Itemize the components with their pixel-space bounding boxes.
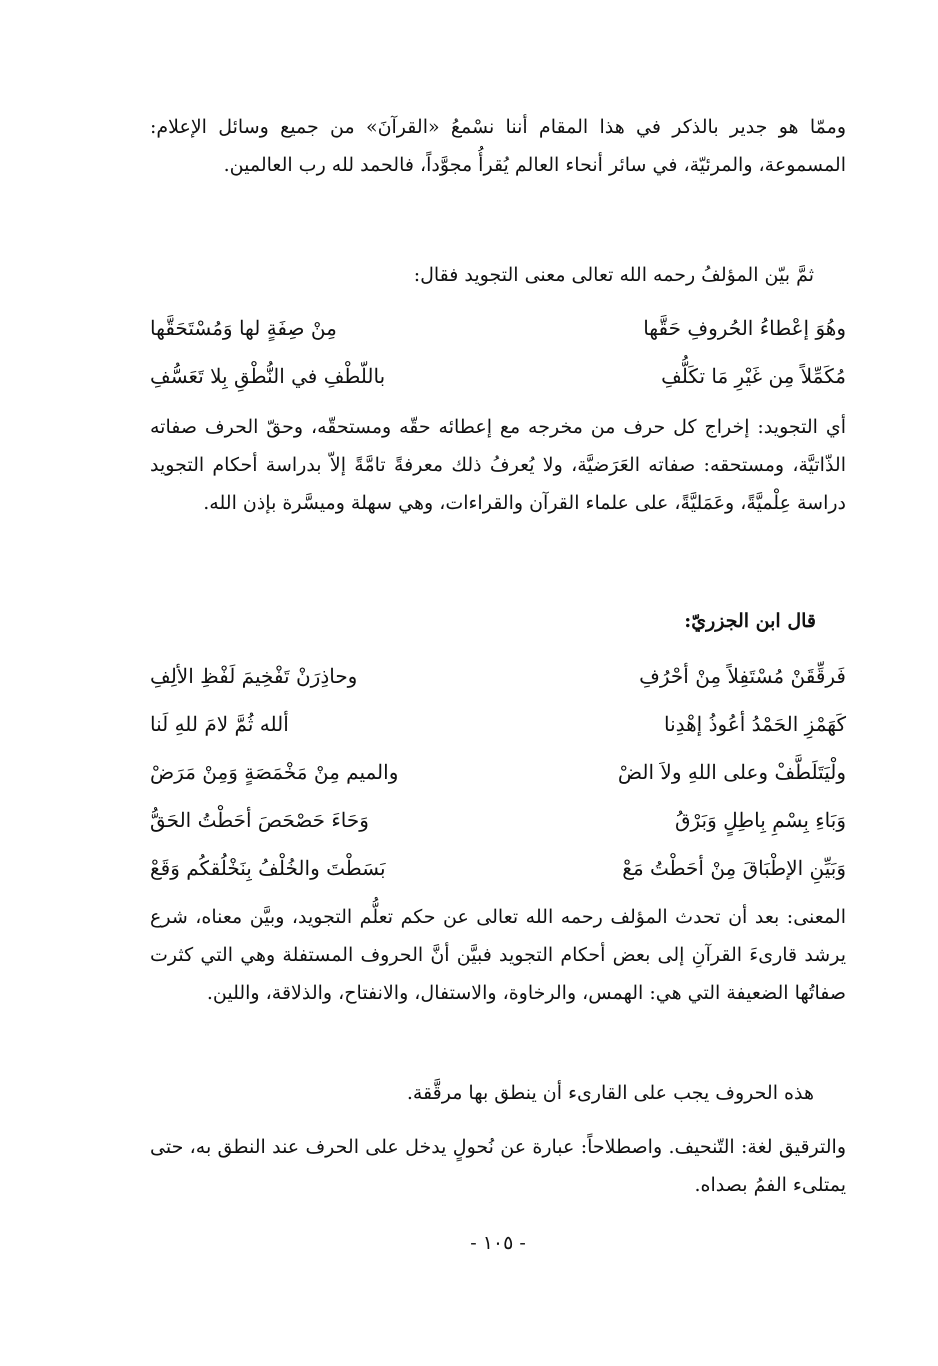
verse-line [150,700,846,748]
verse-line [150,844,846,892]
first-hemistich: وهُوَ إعْطاءُ الحُروفِ حَقَّها [643,316,846,340]
first-hemistich: وَبَيِّنِ الإطْبَاقَ مِنْ أحَطْتُ مَعْ [622,856,846,880]
verse-line [150,748,846,796]
verse-line [150,652,846,700]
second-hemistich: وَحَاءَ حَصْحَصَ أحَطْتُ الحَقُّ [150,808,369,832]
second-hemistich: وحاذِرَنْ تَفْخِيمَ لَفْظِ الألِفِ [150,664,358,688]
second-hemistich: باللّطْفِ في النُّطْقِ بِلا تَعَسُّفِ [150,364,386,388]
first-hemistich: مُكَمِّلاً مِن غَيْرِ مَا تكَلُّفِ [661,364,846,388]
verse-line [150,304,846,352]
second-poem [150,652,846,892]
first-poem [150,304,846,400]
paragraph-rule: هذه الحروف يجب على القارىء أن ينطق بها مرقَّقة. [406,1082,814,1104]
paragraph-lead-in: ثمَّ بيّن المؤلفُ رحمه الله تعالى معنى التجويد فقال: [413,264,814,286]
paragraph-definition: والترقيق لغة: التّنحيف. واصطلاحاً: عبارة عن نُحولٍ يدخل على الحرف عند النطق به، حتى يمتلىء الفمُ بصداه. [150,1136,846,1196]
paragraph-intro: وممّا هو جدير بالذكر في هذا المقام أننا نسْمعُ «القرآنَ» من جميع وسائل الإعلام: المسموعة، والمرئيّة، في سائر أنحاء العالم يُقرأُ مجوَّداً، فالحمد لله رب العالمين. [150,116,846,176]
second-hemistich: ألله ثُمَّ لامَ للهِ لَنا [150,712,289,736]
first-hemistich: فَرقِّقَنْ مُسْتَفِلاً مِنْ أحْرُفِ [639,664,846,688]
section-heading: قال ابن الجزريّ: [684,610,816,632]
second-hemistich: مِنْ صِفَةٍ لها وَمُسْتَحَقَّها [150,316,337,340]
verse-line [150,796,846,844]
paragraph-meaning: المعنى: بعد أن تحدث المؤلف رحمه الله تعالى عن حكم تعلُّم التجويد، وبيَّن معناه، شرع يرشد قارىءَ القرآنِ إلى بعض أحكام التجويد فبيَّن أنَّ الحروف المستفلة وهي التي كثرت صفاتُها الضعيفة التي هي: الهمس، والرخاوة، والاستفال، والانفتاح، والذلاقة، واللين. [150,906,846,1004]
second-hemistich: بَسَطْتَ والخُلْفُ بِنَخْلُقكُم وَقَعْ [150,856,386,880]
page-number: - ١٠٥ - [470,1232,526,1254]
first-hemistich: وَبَاءِ بِسْمِ بِاطِلٍ وَبَرْقُ [674,808,846,832]
second-hemistich: والميم مِنْ مَخْمَصَةٍ وَمِنْ مَرَضْ [150,760,399,784]
first-hemistich: ولْيَتَلَطَّفْ وعلى اللهِ ولاَ الضْ [617,760,846,784]
document-page [150,108,846,1348]
paragraph-explanation: أي التجويد: إخراج كل حرف من مخرجه مع إعطائه حقّه ومستحقّه، وحقّ الحرف صفاته الذّاتيَّة، ومستحقه: صفاته العَرَضيَّة، ولا يُعرفُ ذلك معرفةً تامَّةً إلاّ بدراسة أحكام التجويد دراسة عِلْميَّةً، وعَمَليَّةً، على علماء القرآن والقراءات، وهي سهلة وميسَّرة بإذن الله. [150,416,846,514]
verse-line [150,352,846,400]
first-hemistich: كَهَمْزِ الحَمْدُ أعُوذُ إهْدِنا [663,712,846,736]
